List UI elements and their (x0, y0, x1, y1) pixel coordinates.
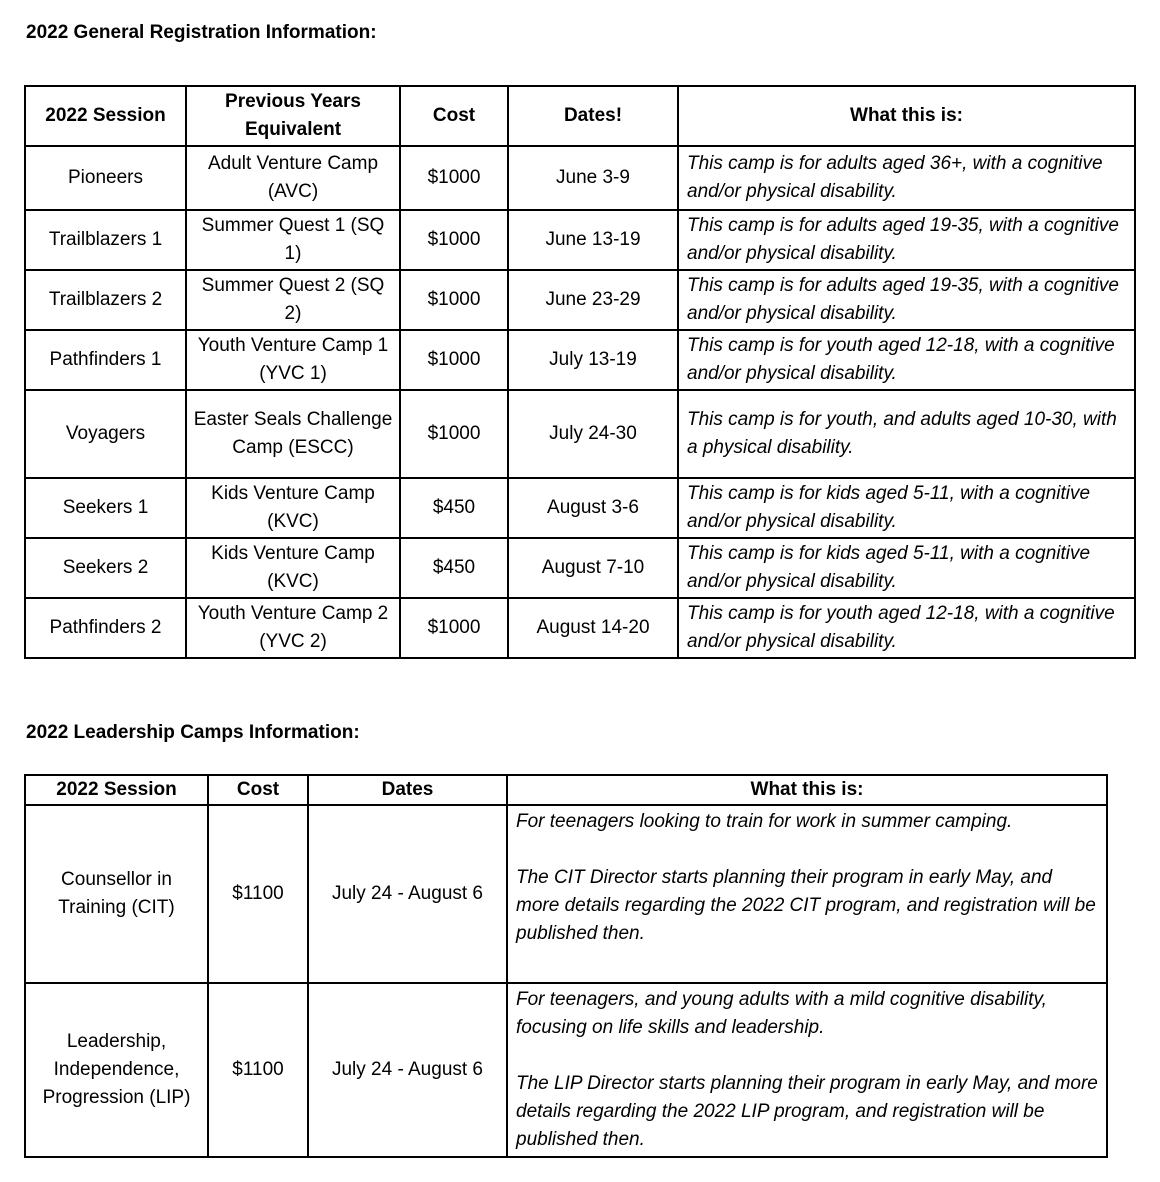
description-cell: This camp is for youth aged 12-18, with a cognitive and/or physical disability. (678, 598, 1135, 658)
description-paragraph: The LIP Director starts planning their program in early May, and more details regarding the 2022 LIP program, and registration will be published then. (516, 1073, 1098, 1150)
header-session: 2022 Session (25, 86, 186, 146)
session-cell: Trailblazers 2 (25, 270, 186, 330)
session-cell: Pathfinders 1 (25, 330, 186, 390)
dates-cell: June 23-29 (508, 270, 678, 330)
dates-cell: July 24 - August 6 (308, 983, 507, 1157)
description-cell: This camp is for youth, and adults aged 10-30, with a physical disability. (678, 390, 1135, 478)
description-cell (507, 805, 1107, 983)
header-what-this-is: What this is: (678, 86, 1135, 146)
cost-cell: $1000 (400, 210, 508, 270)
description-paragraph: For teenagers looking to train for work in summer camping. (516, 811, 1013, 832)
description-paragraph: For teenagers, and young adults with a mild cognitive disability, focusing on life skills and leadership. (516, 989, 1047, 1038)
previous-cell: Summer Quest 2 (SQ 2) (186, 270, 400, 330)
dates-cell: August 3-6 (508, 478, 678, 538)
dates-cell: August 14-20 (508, 598, 678, 658)
cost-cell: $1100 (208, 983, 308, 1157)
session-cell: Trailblazers 1 (25, 210, 186, 270)
table-row (25, 983, 1107, 1157)
previous-cell: Summer Quest 1 (SQ 1) (186, 210, 400, 270)
general-registration-heading: 2022 General Registration Information: (26, 22, 377, 43)
table-row (25, 210, 1135, 270)
header-previous-years: Previous Years Equivalent (186, 86, 400, 146)
leadership-camps-heading: 2022 Leadership Camps Information: (26, 722, 360, 743)
table-row (25, 805, 1107, 983)
session-cell: Seekers 2 (25, 538, 186, 598)
description-cell: This camp is for adults aged 19-35, with a cognitive and/or physical disability. (678, 270, 1135, 330)
table-header-row (25, 775, 1107, 805)
description-cell: This camp is for kids aged 5-11, with a cognitive and/or physical disability. (678, 478, 1135, 538)
header-cost: Cost (208, 775, 308, 805)
table-row (25, 330, 1135, 390)
session-cell: Pioneers (25, 146, 186, 210)
cost-cell: $1000 (400, 598, 508, 658)
header-dates: Dates (308, 775, 507, 805)
previous-cell: Kids Venture Camp (KVC) (186, 478, 400, 538)
description-cell: This camp is for youth aged 12-18, with a cognitive and/or physical disability. (678, 330, 1135, 390)
description-cell: This camp is for adults aged 19-35, with a cognitive and/or physical disability. (678, 210, 1135, 270)
dates-cell: July 24 - August 6 (308, 805, 507, 983)
previous-cell: Kids Venture Camp (KVC) (186, 538, 400, 598)
dates-cell: August 7-10 (508, 538, 678, 598)
table-row (25, 270, 1135, 330)
session-cell: Leadership, Independence, Progression (LIP) (25, 983, 208, 1157)
session-cell: Counsellor in Training (CIT) (25, 805, 208, 983)
description-cell: This camp is for kids aged 5-11, with a cognitive and/or physical disability. (678, 538, 1135, 598)
cost-cell: $1000 (400, 146, 508, 210)
session-cell: Seekers 1 (25, 478, 186, 538)
cost-cell: $450 (400, 538, 508, 598)
table-row (25, 478, 1135, 538)
table-header-row (25, 86, 1135, 146)
dates-cell: June 3-9 (508, 146, 678, 210)
description-cell (507, 983, 1107, 1157)
header-dates: Dates! (508, 86, 678, 146)
session-cell: Pathfinders 2 (25, 598, 186, 658)
table-row (25, 390, 1135, 478)
table-row (25, 146, 1135, 210)
description-paragraph: The CIT Director starts planning their program in early May, and more details regarding the 2022 CIT program, and registration will be published then. (516, 867, 1096, 944)
general-registration-table (24, 85, 1136, 659)
header-cost: Cost (400, 86, 508, 146)
leadership-camps-table (24, 774, 1108, 1158)
cost-cell: $1000 (400, 270, 508, 330)
header-session: 2022 Session (25, 775, 208, 805)
cost-cell: $1000 (400, 330, 508, 390)
previous-cell: Adult Venture Camp (AVC) (186, 146, 400, 210)
description-cell: This camp is for adults aged 36+, with a cognitive and/or physical disability. (678, 146, 1135, 210)
dates-cell: July 13-19 (508, 330, 678, 390)
dates-cell: July 24-30 (508, 390, 678, 478)
previous-cell: Youth Venture Camp 1 (YVC 1) (186, 330, 400, 390)
previous-cell: Easter Seals Challenge Camp (ESCC) (186, 390, 400, 478)
cost-cell: $450 (400, 478, 508, 538)
table-row (25, 538, 1135, 598)
cost-cell: $1000 (400, 390, 508, 478)
table-row (25, 598, 1135, 658)
dates-cell: June 13-19 (508, 210, 678, 270)
session-cell: Voyagers (25, 390, 186, 478)
header-what-this-is: What this is: (507, 775, 1107, 805)
cost-cell: $1100 (208, 805, 308, 983)
previous-cell: Youth Venture Camp 2 (YVC 2) (186, 598, 400, 658)
